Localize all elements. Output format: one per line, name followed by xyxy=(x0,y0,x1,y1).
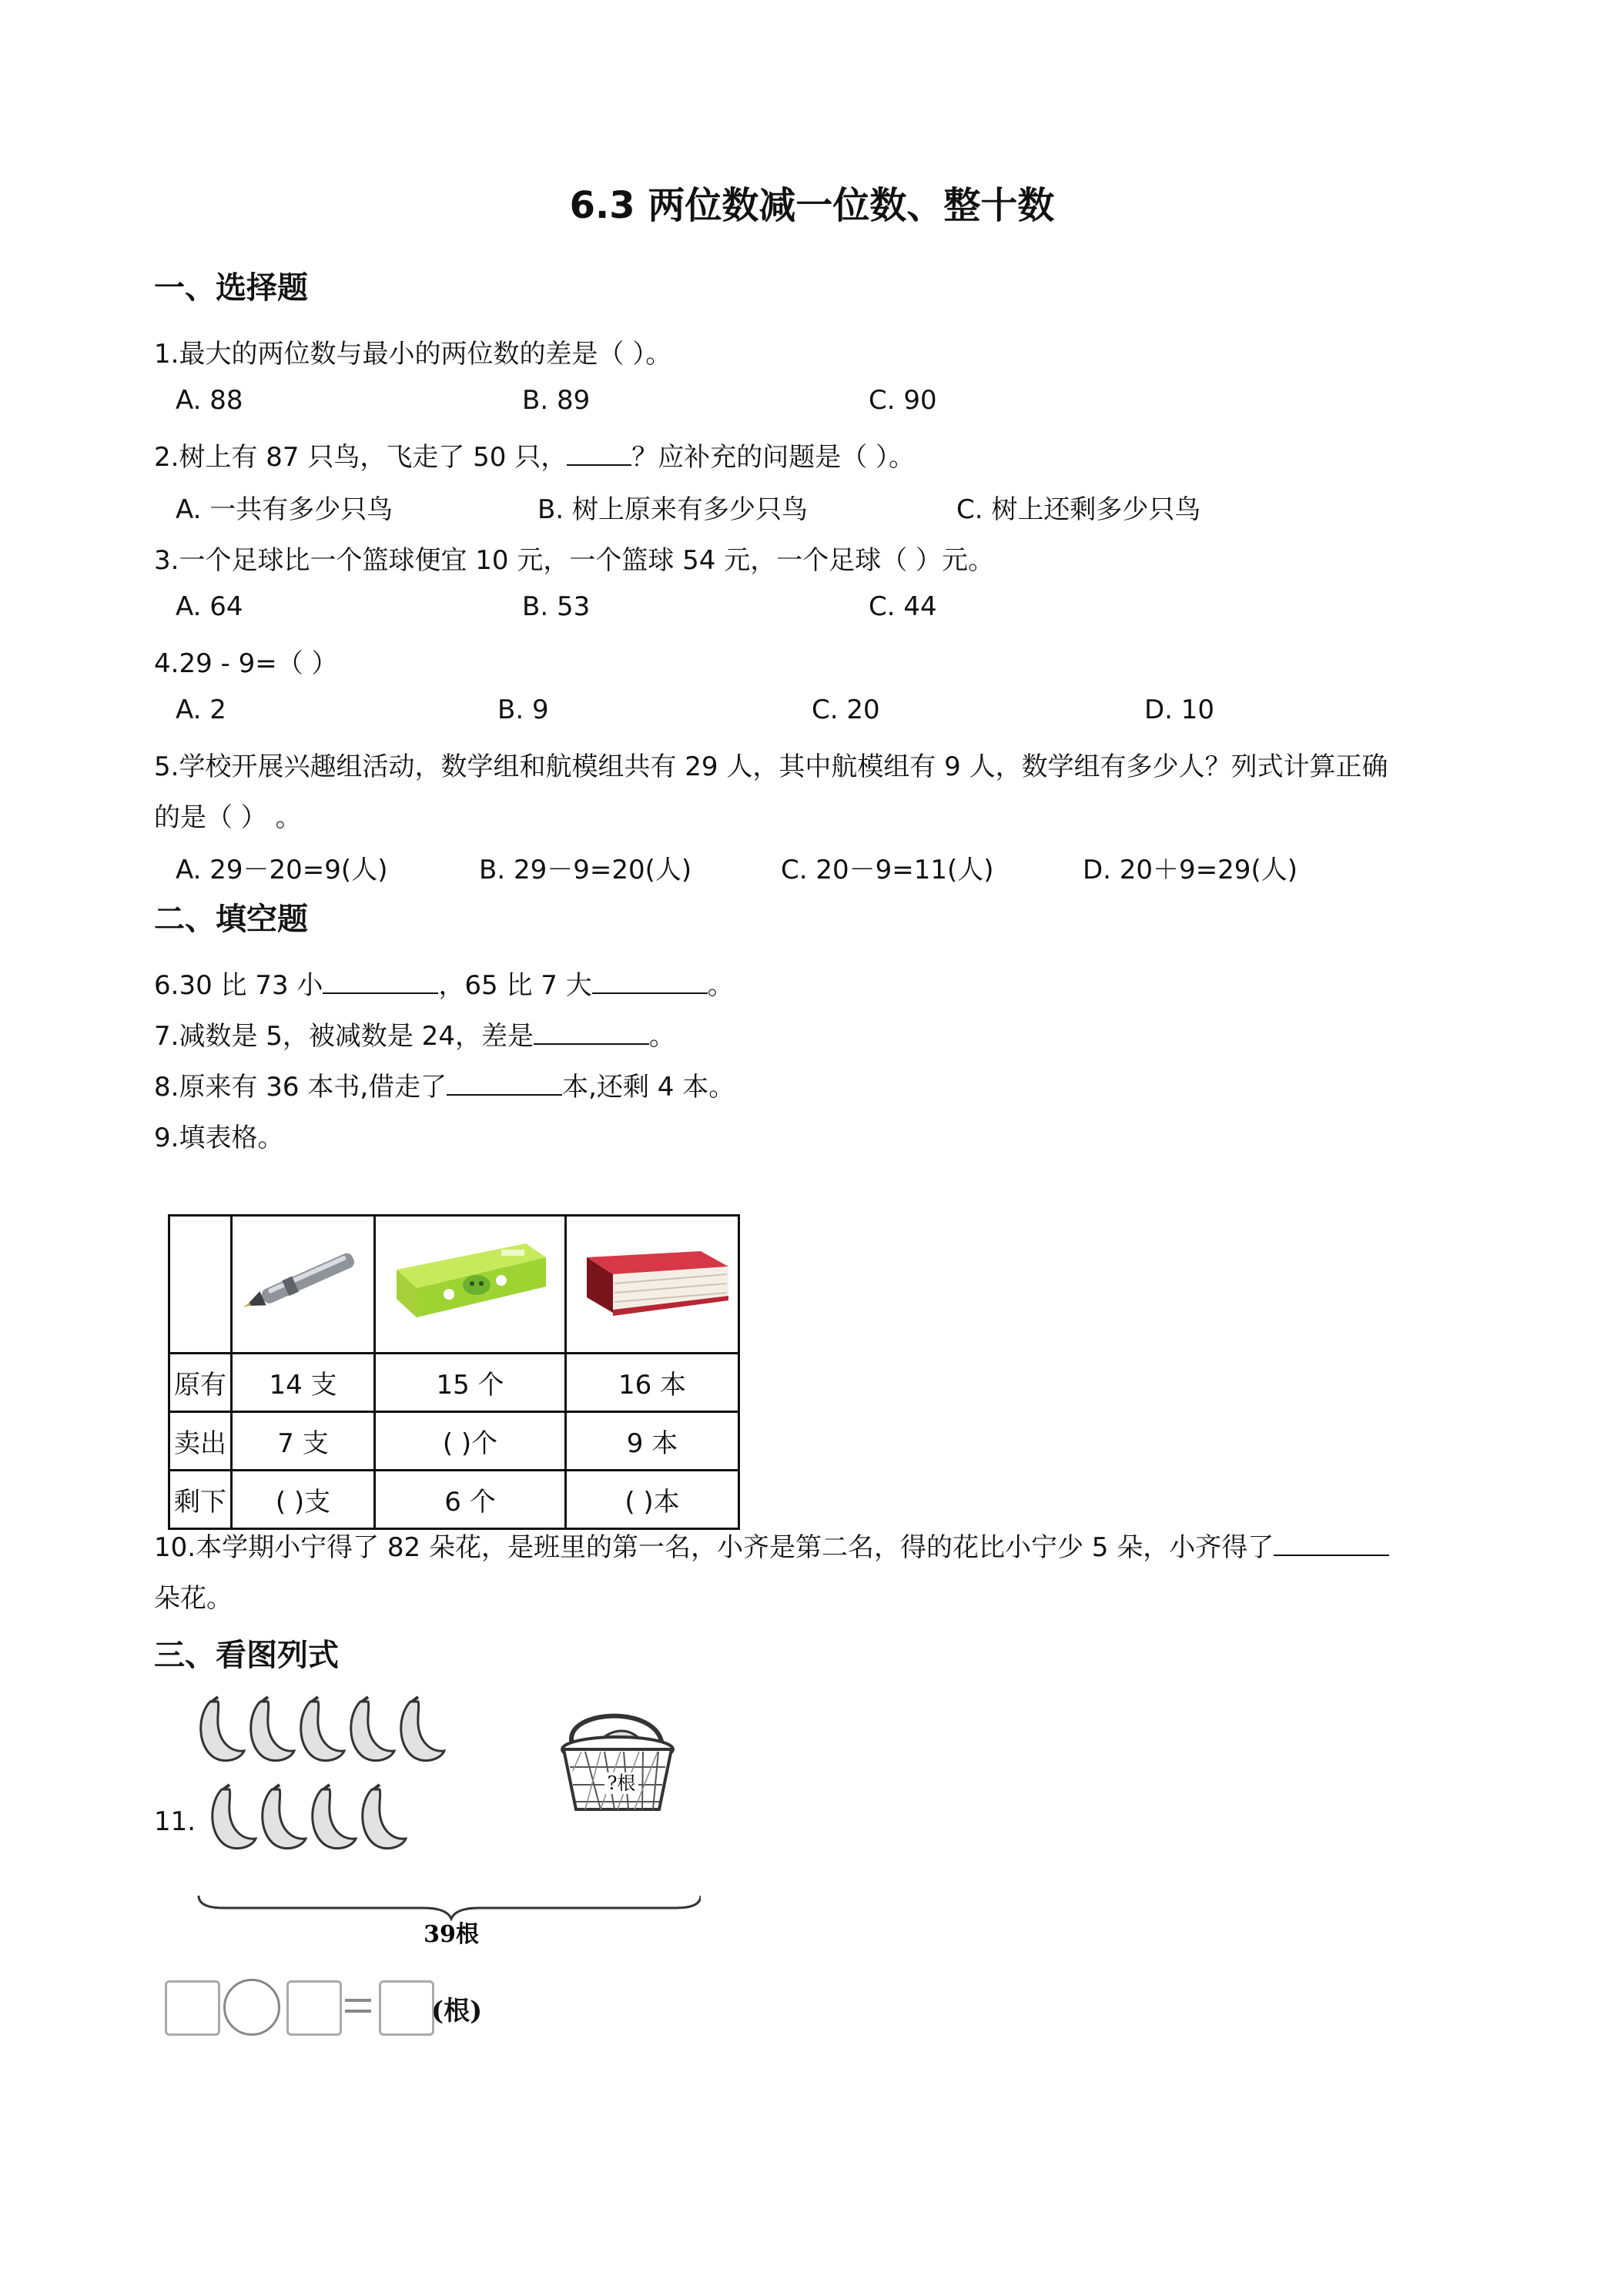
question-11-number: 11. xyxy=(154,1806,196,1837)
q1-option-a: A. 88 xyxy=(176,385,243,416)
q6-text-3: 。 xyxy=(707,970,734,1001)
cell-remaining-pens: ( )支 xyxy=(232,1471,375,1529)
banana-row-bottom xyxy=(213,1785,406,1849)
q6-text-2: ，65 比 7 大 xyxy=(438,970,592,1001)
row-label-sold: 卖出 xyxy=(169,1412,232,1471)
section-fill-blank: 二、填空题 xyxy=(154,902,308,937)
q7-text-1: 7.减数是 5，被减数是 24，差是 xyxy=(154,1021,534,1052)
row-label-remaining: 剩下 xyxy=(169,1471,232,1529)
question-10-line1 xyxy=(154,1526,1389,1564)
q2-text-end: ？应补充的问题是（ ）。 xyxy=(631,442,916,473)
q3-option-a: A. 64 xyxy=(176,591,243,622)
q6-blank-1 xyxy=(323,969,438,994)
cell-sold-books: 9 本 xyxy=(566,1412,739,1471)
section-picture-equation: 三、看图列式 xyxy=(154,1638,339,1673)
q5-option-a: A. 29－20=9(人) xyxy=(176,855,388,885)
q2-option-b: B. 树上原来有多少只鸟 xyxy=(537,494,808,525)
cell-sold-boxes: ( )个 xyxy=(375,1412,566,1471)
q2-option-a: A. 一共有多少只鸟 xyxy=(176,494,393,525)
q5-option-d: D. 20＋9=29(人) xyxy=(1083,855,1298,885)
question-7 xyxy=(154,1015,675,1053)
book-image-cell xyxy=(566,1216,739,1354)
pen-image-cell xyxy=(232,1216,375,1354)
pencil-box-icon xyxy=(386,1223,555,1339)
question-6 xyxy=(154,964,734,1002)
q5-option-b: B. 29－9=20(人) xyxy=(479,855,692,885)
equation-box-result[interactable] xyxy=(379,1980,434,2036)
table-corner-cell xyxy=(169,1216,232,1354)
banana-basket-figure xyxy=(193,1694,701,1948)
question-3: 3.一个足球比一个篮球便宜 10 元，一个篮球 54 元，一个足球（ ）元。 xyxy=(154,545,995,576)
q8-text-1: 8.原来有 36 本书,借走了 xyxy=(154,1072,447,1103)
q4-option-d: D. 10 xyxy=(1144,694,1215,725)
basket-label: ?根 xyxy=(607,1772,636,1794)
basket-icon xyxy=(562,1716,673,1809)
q4-option-b: B. 9 xyxy=(497,694,549,725)
q1-option-b: B. 89 xyxy=(522,385,591,416)
cell-original-pens: 14 支 xyxy=(232,1354,375,1412)
q7-text-2: 。 xyxy=(648,1021,675,1052)
q10-blank xyxy=(1274,1531,1389,1556)
q2-blank xyxy=(567,441,631,466)
question-5-line1: 5.学校开展兴趣组活动，数学组和航模组共有 29 人，其中航模组有 9 人，数学组有多少人？列式计算正确 xyxy=(154,751,1388,782)
question-1: 1.最大的两位数与最小的两位数的差是（ ）。 xyxy=(154,339,672,370)
section-choice: 一、选择题 xyxy=(154,270,308,306)
question-4: 4.29 - 9=（ ） xyxy=(154,648,338,679)
total-brace xyxy=(199,1896,701,1919)
equals-sign xyxy=(345,1997,371,2016)
q3-option-c: C. 44 xyxy=(869,591,937,622)
cell-remaining-boxes: 6 个 xyxy=(375,1471,566,1529)
total-label: 39根 xyxy=(424,1921,479,1948)
operator-circle[interactable] xyxy=(223,1979,280,2036)
cell-sold-pens: 7 支 xyxy=(232,1412,375,1471)
q7-blank xyxy=(534,1020,649,1045)
q4-option-c: C. 20 xyxy=(812,694,880,725)
equation-box-1[interactable] xyxy=(165,1980,220,2036)
pencil-box-image-cell xyxy=(375,1216,566,1354)
q3-option-b: B. 53 xyxy=(522,591,591,622)
question-5-line2: 的是（ ） 。 xyxy=(154,802,302,833)
question-9: 9.填表格。 xyxy=(154,1123,284,1153)
cell-original-books: 16 本 xyxy=(566,1354,739,1412)
q6-text-1: 6.30 比 73 小 xyxy=(154,970,323,1001)
fill-table xyxy=(168,1214,740,1530)
book-icon xyxy=(571,1223,733,1339)
q5-option-c: C. 20－9=11(人) xyxy=(781,855,994,885)
q8-text-2: 本,还剩 4 本。 xyxy=(562,1072,735,1103)
q10-text: 10.本学期小宁得了 82 朵花，是班里的第一名，小齐是第二名，得的花比小宁少 5 朵，小齐得了 xyxy=(154,1532,1274,1563)
unit-label: (根) xyxy=(431,1996,483,2027)
question-2 xyxy=(154,436,915,474)
row-label-original: 原有 xyxy=(169,1354,232,1412)
banana-row-top xyxy=(201,1697,444,1761)
q4-option-a: A. 2 xyxy=(176,694,226,725)
q6-blank-2 xyxy=(592,969,708,994)
q2-option-c: C. 树上还剩多少只鸟 xyxy=(956,494,1201,525)
q2-text-start: 2.树上有 87 只鸟，飞走了 50 只， xyxy=(154,442,568,473)
question-8 xyxy=(154,1066,735,1103)
equation-box-2[interactable] xyxy=(286,1980,342,2036)
page-title: 6.3 两位数减一位数、整十数 xyxy=(569,184,1055,227)
q8-blank xyxy=(447,1071,562,1096)
question-10-line2: 朵花。 xyxy=(154,1583,233,1614)
q1-option-c: C. 90 xyxy=(869,385,937,416)
cell-original-boxes: 15 个 xyxy=(375,1354,566,1412)
cell-remaining-books: ( )本 xyxy=(566,1471,739,1529)
pen-icon xyxy=(238,1223,369,1339)
